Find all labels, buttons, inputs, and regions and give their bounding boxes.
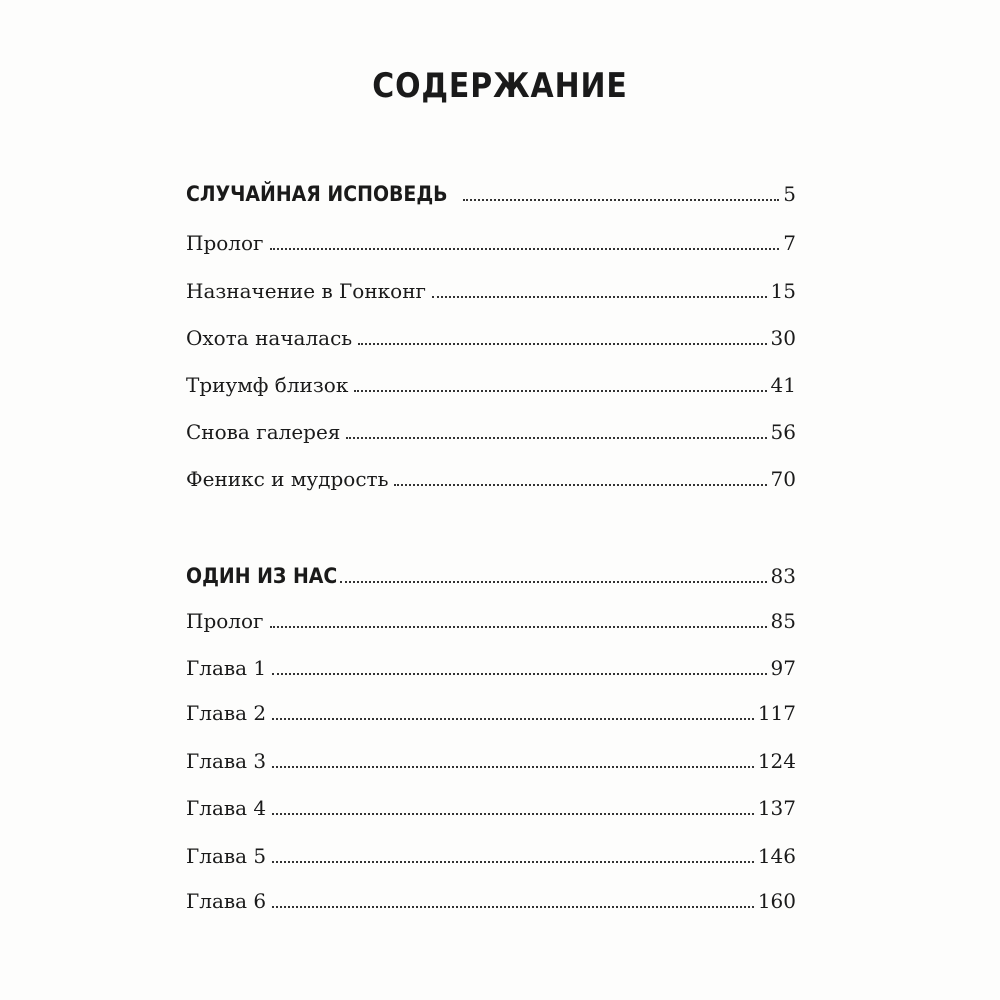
toc-item-label: Глава 5 [186,844,267,868]
toc-item-label: Глава 1 [186,656,267,680]
toc-item[interactable] [186,275,796,303]
toc-item[interactable] [186,322,796,350]
toc-page-number: 117 [757,701,796,725]
toc-item[interactable] [186,885,796,913]
dot-leader [340,581,766,583]
dot-leader [272,718,754,720]
dot-leader [270,626,767,628]
toc-page-number: 70 [770,467,796,491]
toc-page-number: 97 [770,656,796,680]
dot-leader [346,437,766,439]
toc-item-label: Глава 4 [186,796,267,820]
toc-item-label: Назначение в Гонконг [186,279,427,303]
toc-item[interactable] [186,697,796,725]
dot-leader [272,673,766,675]
dot-leader [354,390,766,392]
toc-item-label: Триумф близок [186,373,349,397]
dot-leader [272,766,754,768]
toc-page-number: 7 [783,231,796,255]
toc-page-number: 5 [783,182,796,206]
toc-item-label: Глава 2 [186,701,267,725]
dot-leader [272,861,754,863]
toc-page-number: 146 [757,844,796,868]
toc-page-number: 83 [770,564,796,588]
toc-item-label: Пролог [186,609,264,633]
dot-leader [463,199,780,201]
dot-leader [394,484,766,486]
toc-page-number: 15 [770,279,796,303]
toc-page-number: 124 [757,749,796,773]
toc-item-label: Глава 3 [186,749,267,773]
toc-page-number: 137 [757,796,796,820]
toc-page-number: 56 [770,420,796,444]
toc-item-label: Охота началась [186,326,353,350]
toc-page-number: 41 [770,373,796,397]
toc-item[interactable] [186,369,796,397]
toc-item-label: Глава 6 [186,889,267,913]
toc-heading-section-1[interactable] [186,178,796,206]
toc-item-label: Пролог [186,231,264,255]
toc-item[interactable] [186,840,796,868]
dot-leader [272,906,754,908]
toc-item[interactable] [186,745,796,773]
dot-leader [358,343,766,345]
toc-heading-label: ОДИН ИЗ НАС [186,564,338,588]
page-title: СОДЕРЖАНИЕ [372,66,628,106]
toc-page-number: 30 [770,326,796,350]
toc-item[interactable] [186,227,796,255]
dot-leader [432,296,767,298]
toc-item[interactable] [186,416,796,444]
toc-page-number: 160 [757,889,796,913]
toc-page-number: 85 [770,609,796,633]
toc-item[interactable] [186,652,796,680]
toc-item[interactable] [186,605,796,633]
toc-item[interactable] [186,463,796,491]
toc-heading-label: СЛУЧАЙНАЯ ИСПОВЕДЬ [186,182,448,206]
dot-leader [270,248,780,250]
toc-item-label: Феникс и мудрость [186,467,389,491]
toc-item[interactable] [186,792,796,820]
toc-heading-section-2[interactable] [186,560,796,588]
toc-item-label: Снова галерея [186,420,341,444]
dot-leader [272,813,754,815]
